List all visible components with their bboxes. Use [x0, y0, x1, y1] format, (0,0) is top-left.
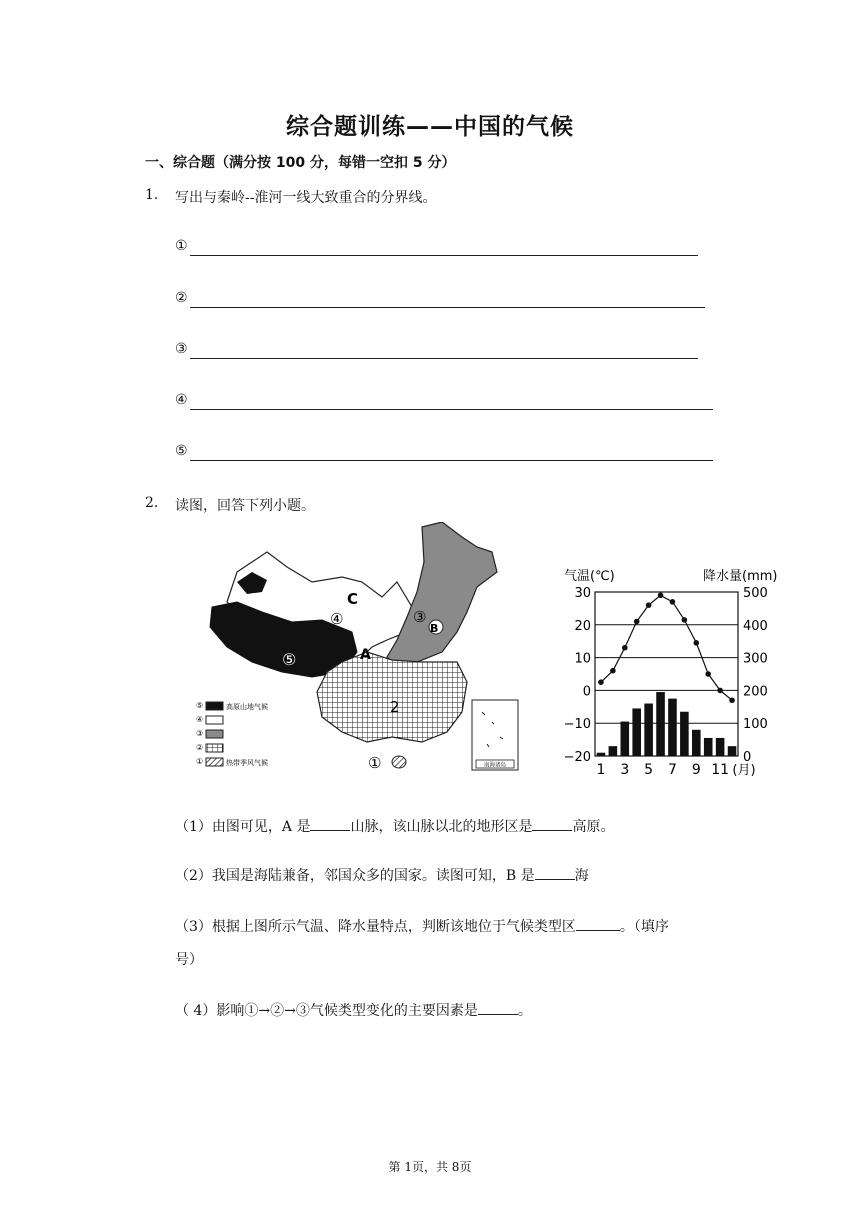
precip-bar — [668, 699, 677, 756]
page-footer: 第 1页，共 8页 — [388, 1160, 472, 1174]
map-label-b: B — [430, 622, 439, 635]
temp-point — [622, 645, 628, 651]
temp-tick-label: 20 — [574, 618, 591, 634]
precip-tick-label: 500 — [743, 586, 768, 601]
precip-bar — [692, 730, 701, 756]
temp-point — [705, 671, 711, 677]
q2-number: 2. — [145, 495, 159, 511]
temp-point — [634, 619, 640, 625]
x-tick-label: 11 — [711, 762, 730, 778]
temp-point — [729, 697, 735, 703]
legend-label-5: 高原山地气候 — [226, 703, 268, 711]
blank-marker: ④ — [175, 392, 188, 408]
q1-blank-5[interactable] — [175, 443, 191, 463]
q1-number: 1. — [145, 187, 159, 203]
q1-blank-1[interactable] — [175, 238, 191, 258]
temp-tick-label: 30 — [574, 586, 591, 601]
temp-point — [610, 668, 616, 674]
sub4-text-b: 。 — [517, 1003, 532, 1019]
precip-axis-label: 降水量(mm) — [703, 569, 778, 584]
precip-bar — [704, 738, 713, 756]
map-label-4: ④ — [330, 610, 344, 628]
q2-sub-1 — [175, 816, 614, 837]
precip-bar — [644, 704, 653, 756]
precip-bar — [621, 722, 630, 756]
answer-blank[interactable] — [535, 865, 575, 880]
answer-line[interactable] — [190, 254, 698, 256]
precip-bar — [728, 746, 737, 756]
sub1-text-c: 高原。 — [572, 819, 615, 835]
answer-line[interactable] — [190, 357, 698, 359]
temp-tick-label: 10 — [574, 651, 591, 667]
q2-sub-2 — [175, 865, 589, 886]
map-label-2: 2 — [390, 698, 400, 716]
inset-box — [472, 700, 518, 770]
precip-bar — [680, 712, 689, 756]
sub2-text-b: 海 — [574, 868, 589, 884]
q2-sub-3 — [175, 916, 669, 937]
x-tick-label: 9 — [691, 762, 701, 778]
climate-chart — [560, 562, 790, 780]
sub1-text-b: 山脉，该山脉以北的地形区是 — [350, 819, 533, 835]
q1-text: 写出与秦岭--淮河一线大致重合的分界线。 — [175, 190, 437, 206]
x-tick-label: 5 — [644, 762, 654, 778]
precip-bar — [716, 738, 725, 756]
temp-line — [601, 595, 732, 700]
answer-line[interactable] — [190, 459, 713, 461]
q1-blank-2[interactable] — [175, 290, 191, 310]
temp-point — [670, 599, 676, 605]
temp-point — [646, 602, 652, 608]
x-tick-label: 1 — [596, 762, 606, 778]
chart-frame — [595, 592, 738, 756]
temp-point — [693, 640, 699, 646]
map-label-a: A — [360, 647, 371, 663]
legend-mark-2: ② — [196, 743, 204, 752]
q2-text: 读图，回答下列小题。 — [175, 498, 315, 514]
precip-tick-label: 0 — [743, 750, 752, 765]
map-legend — [196, 701, 268, 767]
temp-point — [658, 592, 664, 598]
x-tick-label: 7 — [667, 762, 677, 778]
temp-point — [598, 679, 604, 685]
region-2 — [317, 652, 467, 742]
legend-label-1: 热带季风气候 — [226, 759, 268, 767]
precip-tick-label: 100 — [743, 717, 768, 733]
legend-mark-3: ③ — [196, 729, 204, 738]
x-tick-label: 3 — [620, 762, 630, 778]
precip-tick-label: 200 — [743, 684, 768, 700]
precip-tick-label: 300 — [743, 651, 768, 667]
inset-label: 南海诸岛 — [483, 762, 507, 769]
q1-blank-3[interactable] — [175, 341, 191, 361]
q2-sub-4 — [175, 1000, 532, 1021]
blank-marker: ① — [175, 238, 188, 254]
answer-blank[interactable] — [532, 816, 572, 831]
sub3-text-a: （3）根据上图所示气温、降水量特点，判断该地位于气候类型区 — [175, 919, 576, 935]
precip-bar — [656, 692, 665, 756]
page-title: 综合题训练——中国的气候 — [286, 114, 574, 140]
q2-sub-3-cont: 号） — [175, 952, 203, 968]
answer-line[interactable] — [190, 306, 705, 308]
map-label-c: C — [347, 590, 359, 608]
sub3-text-b: 。（填序 — [619, 919, 669, 935]
blank-marker: ⑤ — [175, 443, 188, 459]
section-heading: 一、综合题（满分按 100 分，每错一空扣 5 分） — [145, 155, 456, 171]
sub2-text-a: （2）我国是海陆兼备，邻国众多的国家。读图可知，B 是 — [175, 868, 535, 884]
temp-tick-label: 0 — [582, 684, 591, 700]
map-label-3: ③ — [413, 608, 427, 626]
answer-blank[interactable] — [478, 1000, 518, 1015]
precip-bar — [609, 746, 618, 756]
answer-line[interactable] — [190, 408, 713, 410]
china-climate-map — [192, 522, 532, 780]
precip-tick-label: 400 — [743, 618, 768, 634]
legend-mark-5: ⑤ — [196, 701, 204, 710]
temp-point — [717, 688, 723, 694]
precip-bar — [632, 708, 641, 756]
answer-blank[interactable] — [576, 916, 620, 931]
x-axis-unit: (月) — [732, 763, 756, 778]
sub4-text-a: （ 4）影响①→②→③气候类型变化的主要因素是 — [175, 1003, 478, 1019]
q1-blank-4[interactable] — [175, 392, 191, 412]
temp-tick-label: −20 — [563, 750, 591, 765]
map-label-1: ① — [368, 754, 382, 772]
temp-axis-label: 气温(℃) — [564, 569, 615, 584]
blank-marker: ② — [175, 290, 188, 306]
legend-mark-4: ④ — [196, 715, 204, 724]
temp-tick-label: −10 — [563, 717, 591, 733]
legend-mark-1: ① — [196, 757, 204, 766]
answer-blank[interactable] — [310, 816, 350, 831]
sub1-text-a: （1）由图可见，A 是 — [175, 819, 311, 835]
map-label-5: ⑤ — [282, 650, 297, 669]
blank-marker: ③ — [175, 341, 188, 357]
temp-point — [682, 617, 688, 623]
region-1-hainan — [392, 756, 406, 768]
precip-bar — [597, 753, 606, 756]
